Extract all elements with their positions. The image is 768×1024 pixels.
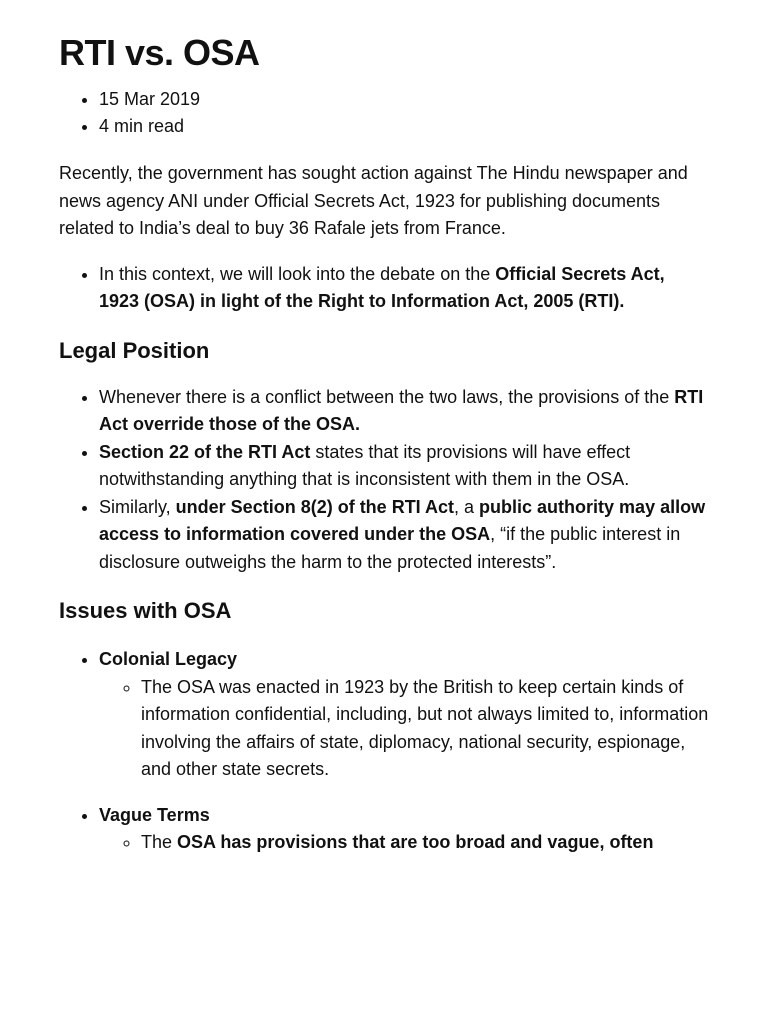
item-text: Whenever there is a conflict between the two laws, the provisions of the xyxy=(99,386,675,407)
sub-list-item: ◦ The OSA was enacted in 1923 by the British to keep certain kinds of information confidential, including, but not always limited to, information involving the affairs of state, diplomacy, national security, espionage, and other state secrets. xyxy=(141,674,709,784)
item-text: The xyxy=(141,832,178,852)
item-bold: OSA has provisions that are too broad and vague, often xyxy=(177,832,654,852)
legal-position-list xyxy=(59,384,709,577)
issue-sublist xyxy=(99,674,709,784)
publish-date: • 15 Mar 2019 xyxy=(99,86,709,113)
item-text: , “if the public interest in disclosure outweighs the harm to the protected interests”. xyxy=(99,524,681,572)
item-bold: public authority may allow access to information covered under the OSA xyxy=(99,496,706,544)
context-bold: Official Secrets Act, 1923 (OSA) in light of the Right to Information Act, 2005 (RTI). xyxy=(99,263,665,311)
intro-paragraph: Recently, the government has sought action against The Hindu newspaper and news agency ANI under Official Secrets Act, 1923 for publishing documents related to India’s deal to buy 36 Rafale jets from France. xyxy=(59,163,688,238)
section-heading-issues-with-osa: Issues with OSA xyxy=(59,598,232,623)
read-time: • 4 min read xyxy=(99,113,709,140)
section-heading-legal-position: Legal Position xyxy=(59,337,210,363)
list-item xyxy=(99,802,709,857)
sub-list-item xyxy=(141,829,709,857)
item-text: , a xyxy=(454,496,480,517)
context-item xyxy=(99,261,709,316)
list-item xyxy=(99,439,709,494)
item-text: Similarly, xyxy=(99,496,176,517)
article xyxy=(59,0,709,857)
page-title: RTI vs. OSA xyxy=(59,32,260,73)
item-bold: under Section 8(2) of the RTI Act xyxy=(175,496,455,517)
list-item xyxy=(99,646,709,784)
list-item xyxy=(99,384,709,439)
item-bold: Section 22 of the RTI Act xyxy=(99,441,311,462)
issue-sublist xyxy=(99,829,709,857)
list-item xyxy=(99,494,709,577)
issues-list xyxy=(59,646,709,857)
context-text: In this context, we will look into the debate on the xyxy=(99,263,496,284)
issue-title: Vague Terms xyxy=(99,804,210,825)
article-meta xyxy=(59,86,709,140)
issue-title: Colonial Legacy xyxy=(99,649,238,669)
context-list xyxy=(59,261,709,316)
item-text: states that its provisions will have effect notwithstanding anything that is inconsistent with them in the OSA. xyxy=(99,441,631,489)
item-bold: RTI Act override those of the OSA. xyxy=(99,386,704,434)
